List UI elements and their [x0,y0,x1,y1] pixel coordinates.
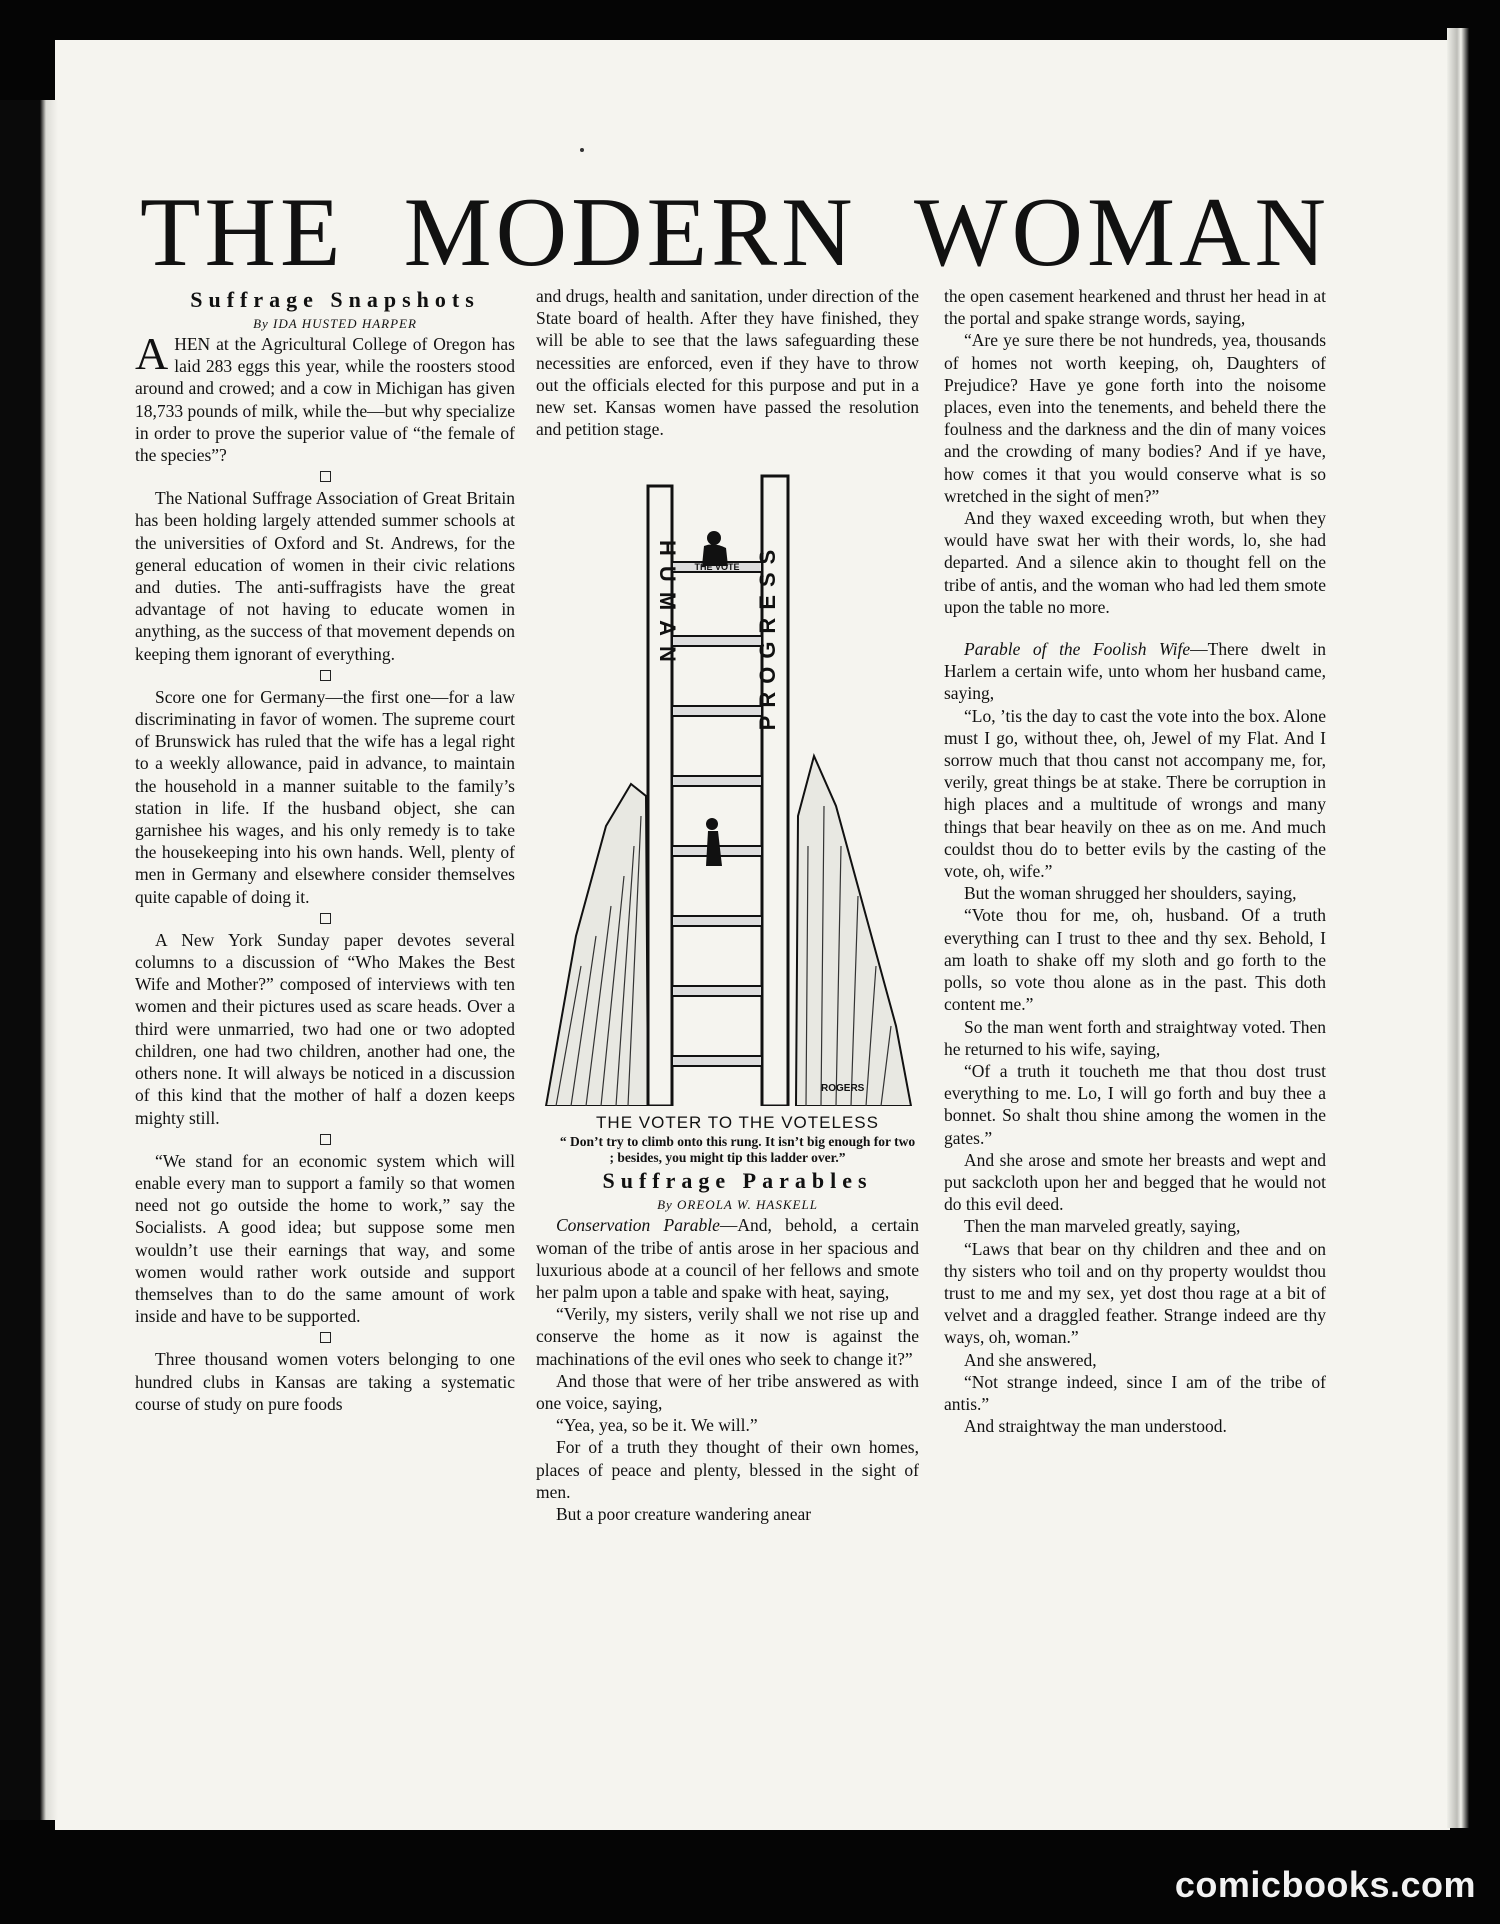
paragraph-continued: the open casement hearkened and thrust her head in at the portal and spake strange words, saying, [944,286,1326,329]
separator-box-icon [320,1332,331,1343]
paragraph: “We stand for an economic system which will enable every man to support a family so that women need not go outside the home to work,” say the Socialists. A good idea; but suppose some men wouldn’t use their earnings that way, and some women would rather work outside and support themselves than to do the same amount of work inside and have to be supported. [135,1150,515,1327]
paragraph: “Verily, my sisters, verily shall we not rise up and conserve the home as it now is against the machinations of the evil ones who seek to change it?” [536,1304,919,1369]
paragraph: “Are ye sure there be not hundreds, yea, thousands of homes not worth keeping, oh, Daughters of Prejudice? Have ye gone forth into the noisome places, even into the tenements, and beheld there the foulness and the darkness and the din of many voices and the crowding of many bodies? And if ye have, how comes it that you would conserve what is so wretched in the sight of men?” [944,330,1326,506]
separator-box-icon [320,1134,331,1145]
paragraph-continued: and drugs, health and sanitation, under direction of the State board of health. After they have finished, they will be able to see that the laws safeguarding these necessities are enforced, even if they have to throw out the officials elected for this purpose and put in a new set. Kansas women have passed the resolution and petition stage. [536,286,919,440]
paragraph: Then the man marveled greatly, saying, [964,1216,1241,1237]
paragraph: And she answered, [964,1349,1097,1370]
ladder-label-human: HUMAN [655,540,680,673]
paragraph: And they waxed exceeding wroth, but when they would have swat her with their words, lo, she had departed. And a silence akin to thought fell on the tribe of antis, and the woman who had led them smote upon the table no more. [944,508,1326,617]
paragraph: Three thousand women voters belonging to one hundred clubs in Kansas are taking a systematic course of study on pure foods [135,1349,515,1414]
paragraph: So the man went forth and straightway voted. Then he returned to his wife, saying, [944,1016,1326,1059]
paragraph-lead [135,328,515,466]
page-edge-shadow [1447,28,1469,1828]
separator-box-icon [320,471,331,482]
paragraph: A New York Sunday paper devotes several columns to a discussion of “Who Makes the Best Wife and Mother?” composed of interviews with ten women and their pictures used as scare heads. Over a third were unmarried, two had one or two adopted children, one had two children, another had one, the others none. It will always be noticed in a discussion of this kind that the mother of half a dozen keeps mighty still. [135,929,515,1128]
paragraph: “Vote thou for me, oh, husband. Of a truth everything can I trust to thee and thy sex. Behold, I am loath to shake off my sloth and go forth to the polls, so vote thou alone as in the past. This doth content me.” [944,905,1326,1015]
cartoon-illustration [536,466,919,1106]
separator-box-icon [320,913,331,924]
paragraph: “Laws that bear on thy children and thee and on thy sisters who toil and on thy property wouldst thou trust to me and my sex, yet dost thou rage at a bit of velvet and a draggled feather. Strange indeed are thy ways, oh, woman.” [944,1238,1326,1348]
print-dot [580,148,584,152]
parable-label: Parable of the Foolish Wife [964,639,1191,660]
drop-cap: A [135,328,169,379]
paragraph: But the woman shrugged her shoulders, saying, [964,883,1297,904]
paragraph: “Not strange indeed, since I am of the tribe of antis.” [944,1371,1326,1414]
separator-box-icon [320,670,331,681]
paragraph: For of a truth they thought of their own homes, places of peace and plenty, blessed in the sight of men. [536,1437,919,1502]
paragraph: “Of a truth it toucheth me that thou dost trust everything to me. Lo, I will go forth and buy thee a bonnet. So shalt thou shine among the women in the gates.” [944,1060,1326,1148]
section-title-parables: Suffrage Parables [602,1168,873,1194]
artist-signature: ROGERS [821,1083,865,1095]
voter-figure [702,531,728,566]
byline-harper: By IDA HUSTED HARPER [253,316,417,331]
caption-title: THE VOTER TO THE VOTELESS [596,1113,879,1133]
lead-text: HEN at the Agricultural College of Oregon has laid 283 eggs this year, while the roosters stood around and crowed; and a cow in Michigan has given 18,733 pounds of milk, while the—but why specialize in order to prove the superior value of “the female of the species”? [135,334,515,466]
paragraph: “Yea, yea, so be it. We will.” [556,1415,758,1436]
paragraph: “Lo, ’tis the day to cast the vote into the box. Alone must I go, without thee, oh, Jewel of my Flat. And I sorrow much that thou canst not accompany me, for, verily, great things be at stake. There be corruption in high places and a multitude of wrongs and many things that bear heavily on thee as on me. And much couldst thou do to better evils by the casting of the vote, oh, wife.” [944,705,1326,882]
watermark-text: comicbooks.com [1174,1864,1476,1905]
column-2 [536,285,919,1525]
ladder-label-progress: PROGRESS [755,542,780,731]
byline-haskell: By OREOLA W. HASKELL [657,1197,818,1213]
voteless-figure [706,818,722,866]
paragraph-conservation: Conservation Parable—And, behold, a certain woman of the tribe of antis arose in her spacious and luxurious abode at a council of her fellows and smote her palm upon a table and spake with heat, saying, [536,1215,920,1303]
page-gutter-shadow [0,100,58,1820]
paragraph: The National Suffrage Association of Great Britain has been holding largely attended summer schools at the universities of Oxford and St. Andrews, for the general education of women in their civic relations and duties. The anti-suffragists have the great advantage of not having to educate women in anything, as the success of that movement depends on keeping them ignorant of everything. [135,488,515,664]
paragraph: And straightway the man understood. [964,1416,1227,1437]
left-cliff [546,784,648,1106]
paragraph: And those that were of her tribe answered as with one voice, saying, [536,1370,919,1414]
rung-label-vote: THE VOTE [694,562,740,573]
paragraph: Score one for Germany—the first one—for a law discriminating in favor of women. The supreme court of Brunswick has ruled that the wife has a legal right to a weekly allowance, paid in advance, to maintain the household in a manner suitable to the family’s station in life. If the husband object, she can garnishee his wages, and his only remedy is to take the housekeeping into his own hands. Well, plenty of men in Germany and elsewhere consider themselves quite capable of doing it. [135,686,515,907]
paragraph-foolish-wife: Parable of the Foolish Wife—There dwelt in Harlem a certain wife, unto whom her husband came, saying, [944,639,1327,704]
column-1 [135,285,515,1415]
paragraph: But a poor creature wandering anear [556,1504,812,1525]
section-title-snapshots: Suffrage Snapshots [190,287,480,312]
column-3 [944,285,1326,1437]
masthead-title: THE MODERN WOMAN [140,178,1330,287]
paragraph: And she arose and smote her breasts and wept and put sackcloth upon her and begged that he would not do this evil deed. [944,1149,1326,1215]
parable-label: Conservation Parable [556,1215,720,1236]
caption-text: “ Don’t try to climb onto this rung. It isn’t big enough for two ; besides, you might tip this ladder over.” [559,1134,916,1166]
right-cliff [796,756,911,1106]
